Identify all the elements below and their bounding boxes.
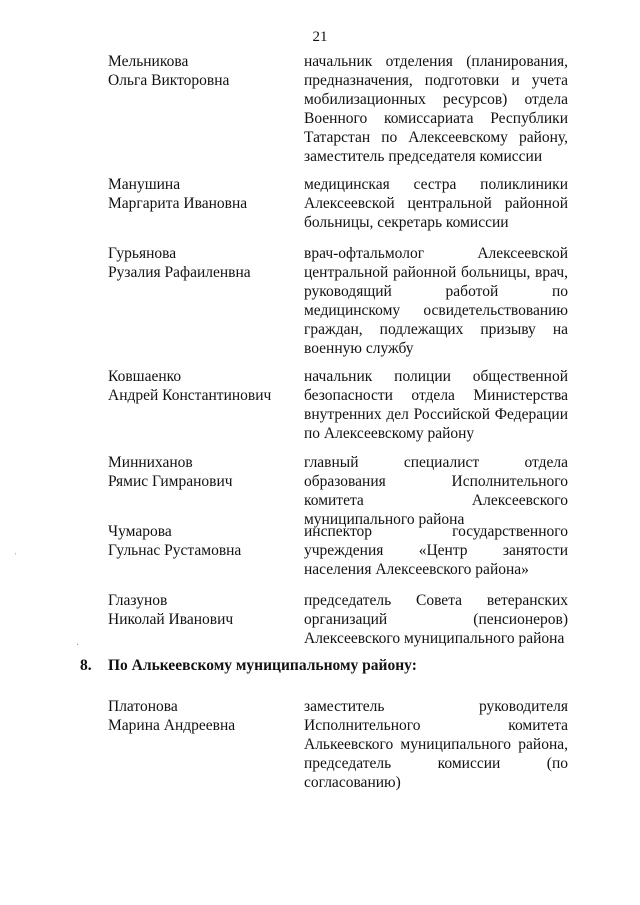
member-role: медицинская сестра поликлиники Алексеевской центральной районной больницы, секретарь комиссии xyxy=(304,176,568,231)
section-title: По Алькеевскому муниципальному району: xyxy=(108,657,417,674)
member-surname: Глазунов xyxy=(108,592,168,609)
member-given-name: Рямис Гимранович xyxy=(108,473,233,490)
section-number: 8. xyxy=(80,657,92,674)
member-role: начальник отделения (планирования, предназначения, подготовки и учета мобилизационных ресурсов) отдела Военного комиссариата Республики Татарстан по Алексеевскому району, заместитель председателя комиссии xyxy=(304,53,568,165)
member-role: врач-офтальмолог Алексеевской центральной районной больницы, врач, руководящий работой по медицинскому освидетельствованию граждан, подлежащих призыву на военную службу xyxy=(304,245,568,357)
member-surname: Платонова xyxy=(108,698,178,715)
scan-mark: ˈ xyxy=(14,552,18,563)
member-entry xyxy=(108,453,568,528)
member-given-name: Гульнас Рустамовна xyxy=(108,542,242,559)
member-name xyxy=(108,522,304,591)
member-role: заместитель руководителя Исполнительного комитета Алькеевского муниципального района, председатель комиссии (по согласованию) xyxy=(304,698,568,791)
member-name xyxy=(108,591,304,651)
member-entry xyxy=(108,244,568,367)
commission-members-list xyxy=(108,697,568,792)
member-entry xyxy=(108,52,568,175)
member-name xyxy=(108,175,304,244)
member-surname: Ковшаенко xyxy=(108,368,182,385)
commission-members-list xyxy=(108,52,568,651)
member-given-name: Рузалия Рафаиленвна xyxy=(108,264,251,281)
member-surname: Манушина xyxy=(108,176,181,193)
member-surname: Минниханов xyxy=(108,454,193,471)
member-entry xyxy=(108,522,568,591)
member-entry xyxy=(108,175,568,244)
section-heading xyxy=(80,656,560,675)
member-given-name: Николай Иванович xyxy=(108,611,234,628)
member-entry xyxy=(108,591,568,651)
member-given-name: Андрей Константинович xyxy=(108,387,272,404)
member-surname: Гурьянова xyxy=(108,245,177,262)
member-given-name: Марина Андреевна xyxy=(108,717,236,734)
member-role: инспектор государственного учреждения «Центр занятости населения Алексеевского района» xyxy=(304,523,568,578)
member-entry xyxy=(108,367,568,453)
member-role: главный специалист отдела образования Исполнительного комитета Алексеевского муниципального района xyxy=(304,454,568,528)
member-name xyxy=(108,367,304,453)
member-surname: Мельникова xyxy=(108,53,189,70)
member-name xyxy=(108,52,304,175)
member-name xyxy=(108,244,304,367)
scan-mark: · xyxy=(76,640,80,651)
member-role: начальник полиции общественной безопасности отдела Министерства внутренних дел Российской Федерации по Алексеевскому району xyxy=(304,368,568,442)
member-role: председатель Совета ветеранских организаций (пенсионеров) Алексеевского муниципального района xyxy=(304,592,568,647)
member-given-name: Маргарита Ивановна xyxy=(108,195,248,212)
member-entry xyxy=(108,697,568,792)
member-name xyxy=(108,697,304,792)
page-number: 21 xyxy=(312,29,328,45)
member-surname: Чумарова xyxy=(108,523,172,540)
member-name xyxy=(108,453,304,522)
member-given-name: Ольга Викторовна xyxy=(108,72,230,89)
